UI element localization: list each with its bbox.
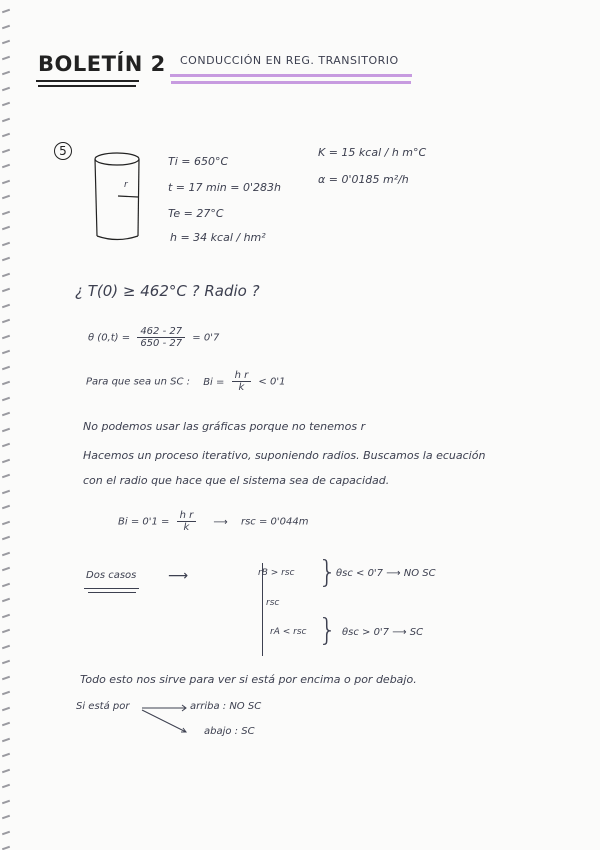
bi-lhs: Bi = xyxy=(203,376,225,388)
spiral-hole xyxy=(2,164,10,169)
given-te: Te = 27°C xyxy=(168,207,224,220)
spiral-hole xyxy=(2,582,10,587)
spiral-hole xyxy=(2,319,10,324)
bi-numerator: h r xyxy=(232,370,252,382)
title-underline xyxy=(36,80,139,82)
bi-eq-denominator: k xyxy=(183,522,190,533)
spiral-hole xyxy=(2,40,10,45)
spiral-hole xyxy=(2,753,10,758)
arrow-icon: ⟶ xyxy=(213,516,228,528)
theta-rhs: = 0'7 xyxy=(192,332,220,344)
spiral-hole xyxy=(2,613,10,618)
spiral-hole xyxy=(2,722,10,727)
theta-equation xyxy=(88,326,219,349)
case2-condition: rA < rsc xyxy=(270,627,307,637)
given-h: h = 34 kcal / hm² xyxy=(170,231,266,244)
title-underline xyxy=(38,85,136,87)
rsc-result: rsc = 0'044m xyxy=(240,516,309,528)
theta-denominator: 650 - 27 xyxy=(140,338,183,349)
bi-eq-numerator: h r xyxy=(177,510,197,522)
spiral-hole xyxy=(2,55,10,60)
case1-condition: rB > rsc xyxy=(258,568,295,578)
arrow-icon: ⟶ xyxy=(168,568,189,584)
bi-fraction xyxy=(232,370,252,393)
spiral-hole xyxy=(2,830,10,835)
cases-label: Dos casos xyxy=(86,570,137,581)
sc-condition-text: Para que sea un SC : xyxy=(86,376,190,388)
spiral-hole xyxy=(2,195,10,200)
brace-icon: } xyxy=(318,613,338,648)
spiral-hole xyxy=(2,257,10,262)
spiral-hole xyxy=(2,598,10,603)
spiral-hole xyxy=(2,660,10,665)
problem-number-text: 5 xyxy=(59,144,67,158)
note-line: Todo esto nos sirve para ver si está por encima o por debajo. xyxy=(80,673,417,686)
spiral-hole xyxy=(2,567,10,572)
spiral-hole xyxy=(2,458,10,463)
spiral-hole xyxy=(2,474,10,479)
spiral-hole xyxy=(2,9,10,14)
highlight-underline xyxy=(171,81,411,84)
spiral-hole xyxy=(2,675,10,680)
spiral-hole xyxy=(2,768,10,773)
spiral-hole xyxy=(2,520,10,525)
spiral-hole xyxy=(2,365,10,370)
given-t: t = 17 min = 0'283h xyxy=(168,181,281,194)
spiral-hole xyxy=(2,350,10,355)
property-alpha: α = 0'0185 m²/h xyxy=(318,173,409,186)
spiral-hole xyxy=(2,241,10,246)
branch-down: abajo : SC xyxy=(204,726,255,737)
section-subtitle: CONDUCCIÓN EN REG. TRANSITORIO xyxy=(180,54,399,67)
spiral-hole xyxy=(2,815,10,820)
theta-numerator: 462 - 27 xyxy=(137,326,185,338)
problem-number xyxy=(54,142,72,160)
spiral-hole xyxy=(2,288,10,293)
spiral-hole xyxy=(2,303,10,308)
case1-result: θsc < 0'7 ⟶ NO SC xyxy=(336,568,436,579)
spiral-hole xyxy=(2,427,10,432)
spiral-hole xyxy=(2,784,10,789)
question: ¿ T(0) ≥ 462°C ? Radio ? xyxy=(75,282,260,300)
theta-lhs: θ (0,t) = xyxy=(88,332,131,344)
cases-underline xyxy=(88,592,136,593)
spiral-hole xyxy=(2,381,10,386)
case-mid: rsc xyxy=(266,598,280,608)
bi-equation xyxy=(118,510,308,533)
spiral-hole xyxy=(2,117,10,122)
bi-denominator: k xyxy=(238,382,245,393)
bi-eq-lhs: Bi = 0'1 = xyxy=(118,516,170,528)
spiral-hole xyxy=(2,489,10,494)
spiral-hole xyxy=(2,396,10,401)
highlight-underline xyxy=(170,74,412,77)
note-line: Hacemos un proceso iterativo, suponiendo radios. Buscamos la ecuación xyxy=(83,449,486,462)
spiral-hole xyxy=(2,226,10,231)
spiral-hole xyxy=(2,737,10,742)
spiral-hole xyxy=(2,412,10,417)
spiral-hole xyxy=(2,334,10,339)
spiral-hole xyxy=(2,272,10,277)
spiral-hole xyxy=(2,691,10,696)
spiral-hole xyxy=(2,536,10,541)
brace-icon: } xyxy=(318,555,338,590)
spiral-hole xyxy=(2,179,10,184)
spiral-hole xyxy=(2,102,10,107)
theta-fraction xyxy=(137,326,185,349)
note-line: con el radio que hace que el sistema sea de capacidad. xyxy=(83,474,390,487)
spiral-hole xyxy=(2,133,10,138)
spiral-hole xyxy=(2,71,10,76)
case2-result: θsc > 0'7 ⟶ SC xyxy=(342,627,424,638)
sc-condition xyxy=(86,370,285,393)
spiral-hole xyxy=(2,86,10,91)
cylinder-sketch xyxy=(92,150,142,245)
spiral-hole xyxy=(2,24,10,29)
spiral-hole xyxy=(2,505,10,510)
branch-up: arriba : NO SC xyxy=(190,701,262,712)
spiral-hole xyxy=(2,799,10,804)
property-k: K = 15 kcal / h m°C xyxy=(318,146,427,159)
spiral-hole xyxy=(2,706,10,711)
bi-eq-fraction xyxy=(177,510,197,533)
si-esta-label: Si está por xyxy=(76,701,130,712)
spiral-hole xyxy=(2,644,10,649)
page-title: BOLETÍN 2 xyxy=(38,52,166,76)
note-line: No podemos usar las gráficas porque no tenemos r xyxy=(83,420,366,433)
spiral-hole xyxy=(2,551,10,556)
bi-rhs: < 0'1 xyxy=(258,376,286,388)
spiral-hole xyxy=(2,629,10,634)
spiral-hole xyxy=(2,210,10,215)
cases-underline xyxy=(84,588,139,589)
spiral-hole xyxy=(2,148,10,153)
given-ti: Ti = 650°C xyxy=(168,155,229,168)
radius-label: r xyxy=(124,180,128,190)
spiral-hole xyxy=(2,443,10,448)
